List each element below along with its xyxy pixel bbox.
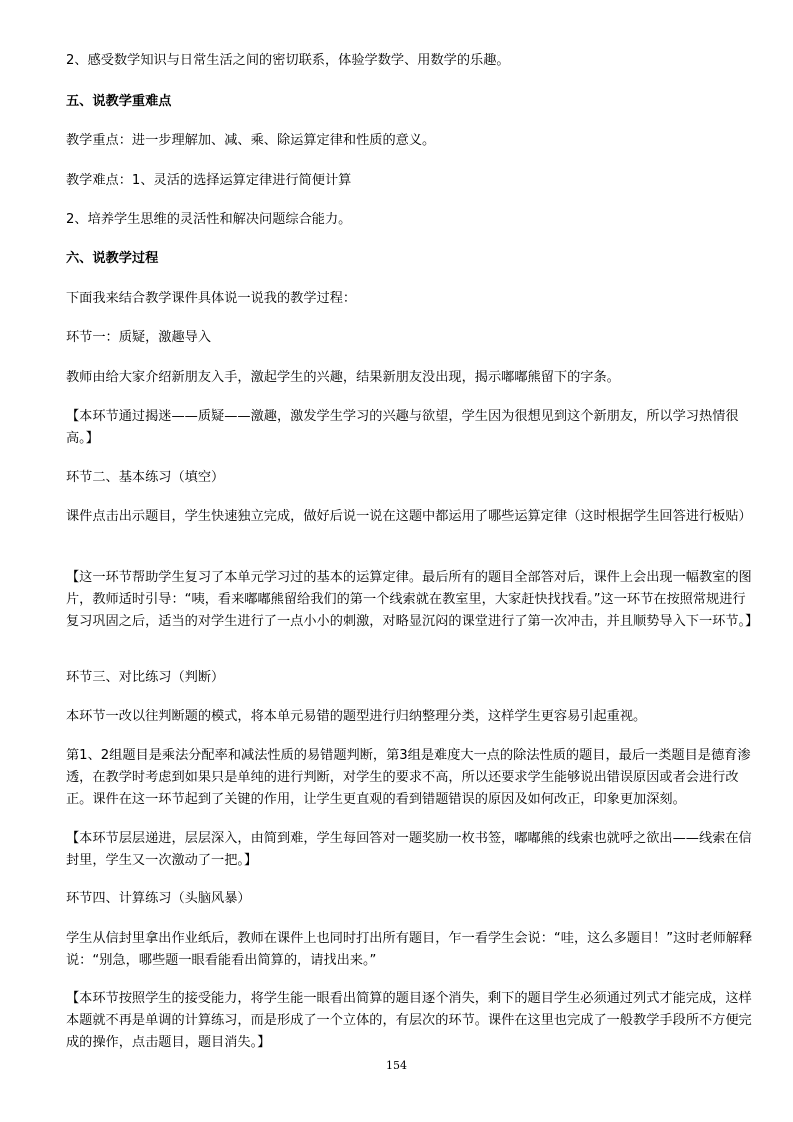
paragraph-step-3-detail: 第1、2组题目是乘法分配率和减法性质的易错题判断，第3组是难度大一点的除法性质的题目，最后一类题目是德育渗透，在教学时考虑到如果只是单纯的进行判断，对学生的要求不高，所以还要求学生能够说出错误原因或者会进行改正。课件在这一环节起到了关键的作用，让学生更直观的看到错题错误的原因及如何改正，印象更加深刻。 bbox=[66, 748, 751, 807]
paragraph-step-1-body: 教师由给大家介绍新朋友入手，激起学生的兴趣，结果新朋友没出现，揭示嘟嘟熊留下的字条。 bbox=[66, 370, 620, 385]
paragraph-step-4-title: 环节四、计算练习（头脑风暴） bbox=[66, 891, 251, 906]
paragraph-key-point: 教学重点：进一步理解加、减、乘、除运算定律和性质的意义。 bbox=[66, 133, 436, 148]
paragraph-step-1-title: 环节一：质疑，激趣导入 bbox=[66, 330, 212, 345]
paragraph-step-2-body: 课件点击出示题目，学生快速独立完成，做好后说一说在这题中都运用了哪些运算定律（这时根据学生回答进行板贴） bbox=[66, 509, 752, 524]
paragraph-difficult-point-1: 教学难点：1、灵活的选择运算定律进行简便计算 bbox=[66, 173, 352, 188]
paragraph-step-4-body: 学生从信封里拿出作业纸后，教师在课件上也同时打出所有题目，乍一看学生会说：“哇，这么多题目！”这时老师解释说：“别急，哪些题一眼看能看出简算的，请找出来。” bbox=[66, 931, 753, 968]
heading-key-difficult-points: 五、说教学重难点 bbox=[66, 94, 172, 109]
paragraph-difficult-point-2: 2、培养学生思维的灵活性和解决问题综合能力。 bbox=[66, 212, 352, 227]
paragraph-objective-2: 2、感受数学知识与日常生活之间的密切联系，体验学数学、用数学的乐趣。 bbox=[66, 53, 510, 68]
paragraph-step-3-body: 本环节一改以往判断题的模式，将本单元易错的题型进行归纳整理分类，这样学生更容易引起重视。 bbox=[66, 709, 647, 724]
paragraph-step-2-note: 【这一环节帮助学生复习了本单元学习过的基本的运算定律。最后所有的题目全部答对后，课件上会出现一幅教室的图片，教师适时引导：“咦，看来嘟嘟熊留给我们的第一个线索就在教室里，大家赶快找找看。”这一环节在按照常规进行复习巩固之后，适当的对学生进行了一点小小的刺激，对略显沉闷的课堂进行了第一次冲击，并且顺势导入下一环节。】 bbox=[66, 570, 759, 629]
paragraph-step-4-note: 【本环节按照学生的接受能力，将学生能一眼看出简算的题目逐个消失，剩下的题目学生必须通过列式才能完成，这样本题就不再是单调的计算练习，而是形成了一个立体的，有层次的环节。课件在这里也完成了一般教学手段所不方便完成的操作，点击题目，题目消失。】 bbox=[66, 991, 752, 1050]
paragraph-step-3-title: 环节三、对比练习（判断） bbox=[66, 670, 225, 685]
page-number: 154 bbox=[386, 1059, 407, 1072]
paragraph-step-1-note: 【本环节通过揭迷——质疑——激趣，激发学生学习的兴趣与欲望，学生因为很想见到这个新朋友，所以学习热情很高。】 bbox=[66, 409, 739, 446]
paragraph-step-2-title: 环节二、基本练习（填空） bbox=[66, 470, 225, 485]
paragraph-step-3-note: 【本环节层层递进，层层深入，由简到难，学生每回答对一题奖励一枚书签，嘟嘟熊的线索也就呼之欲出——线索在信封里，学生又一次激动了一把。】 bbox=[66, 831, 752, 868]
heading-teaching-process: 六、说教学过程 bbox=[66, 251, 159, 266]
paragraph-process-intro: 下面我来结合教学课件具体说一说我的教学过程： bbox=[66, 291, 357, 306]
